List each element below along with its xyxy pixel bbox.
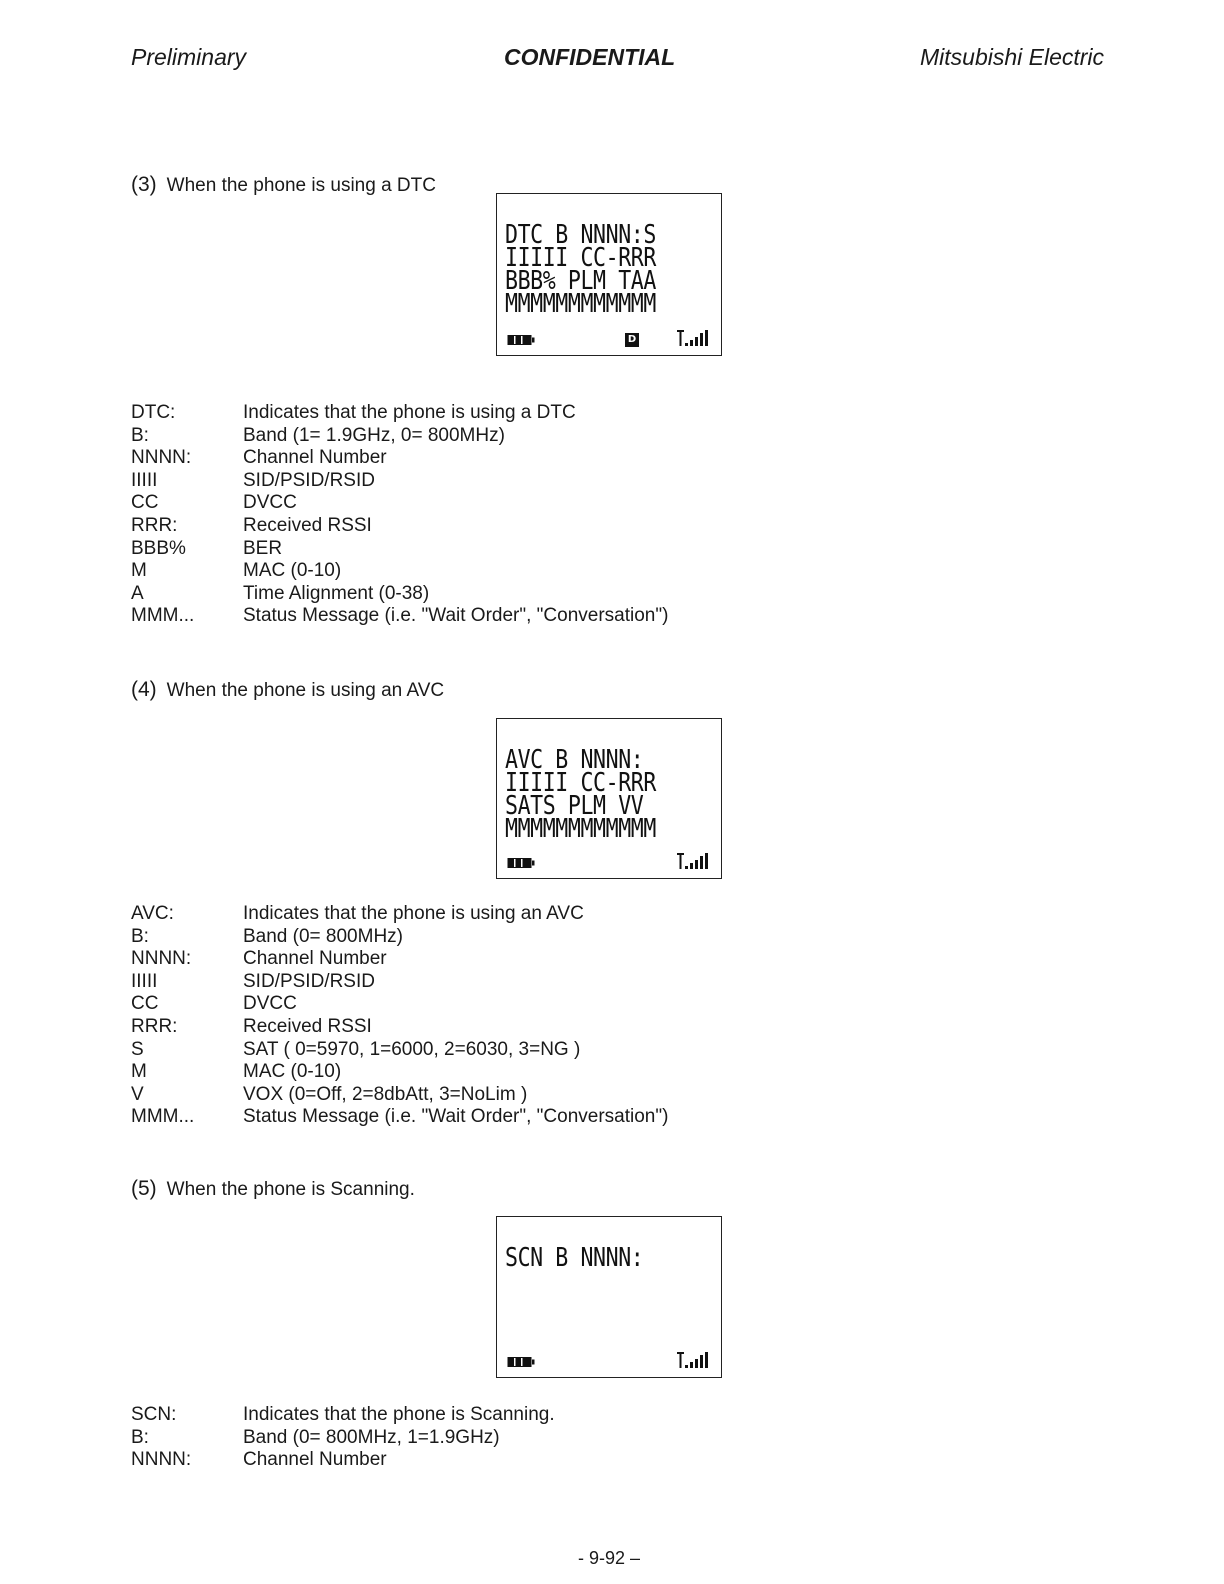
definition-term: IIIII bbox=[131, 970, 158, 992]
definition-row bbox=[131, 560, 668, 583]
definition-term: B: bbox=[131, 424, 149, 446]
definition-row bbox=[131, 926, 668, 949]
definition-list-dtc bbox=[131, 402, 668, 628]
lcd-display-dtc bbox=[496, 193, 722, 356]
definition-term: NNNN: bbox=[131, 447, 192, 469]
definition-term: MMM... bbox=[131, 605, 195, 627]
definition-row bbox=[131, 492, 668, 515]
definition-row bbox=[131, 993, 668, 1016]
definition-row bbox=[131, 948, 668, 971]
lcd-line: MMMMMMMMMMMM bbox=[505, 289, 656, 319]
lcd-line: SCN B NNNN: bbox=[505, 1243, 644, 1273]
lcd-line: BBB% PLM TAA bbox=[505, 266, 656, 296]
lcd-line: IIIII CC-RRR bbox=[505, 243, 656, 273]
definition-desc: MAC (0-10) bbox=[243, 560, 342, 582]
definition-desc: Band (0= 800MHz, 1=1.9GHz) bbox=[243, 1426, 500, 1448]
lcd-line: IIIII CC-RRR bbox=[505, 768, 656, 798]
definition-term: BBB% bbox=[131, 537, 186, 559]
definition-desc: Indicates that the phone is using an AVC bbox=[243, 903, 584, 924]
definition-row bbox=[131, 1039, 668, 1062]
definition-term: NNNN: bbox=[131, 948, 192, 970]
signal-strength-icon bbox=[677, 852, 711, 870]
definition-desc: DVCC bbox=[243, 993, 297, 1015]
definition-list-scanning bbox=[131, 1404, 555, 1472]
definition-term: M bbox=[131, 1061, 147, 1083]
definition-desc: MAC (0-10) bbox=[243, 1061, 342, 1083]
definition-desc: Channel Number bbox=[243, 447, 387, 469]
definition-desc: SID/PSID/RSID bbox=[243, 970, 375, 992]
section-title-dtc bbox=[131, 173, 436, 197]
lcd-display-scanning bbox=[496, 1216, 722, 1378]
definition-row bbox=[131, 1106, 668, 1129]
header-preliminary: Preliminary bbox=[131, 44, 247, 70]
section-number: (3) bbox=[131, 173, 157, 196]
definition-term: M bbox=[131, 560, 147, 582]
header-confidential: CONFIDENTIAL bbox=[504, 44, 676, 70]
definition-term: CC bbox=[131, 492, 159, 514]
definition-desc: Channel Number bbox=[243, 1449, 387, 1471]
signal-strength-icon bbox=[677, 1351, 711, 1369]
section-number: (5) bbox=[131, 1177, 157, 1200]
lcd-line: MMMMMMMMMMMM bbox=[505, 814, 656, 844]
header-company: Mitsubishi Electric bbox=[920, 44, 1105, 70]
definition-row bbox=[131, 447, 668, 470]
page-number: - 9-92 – bbox=[578, 1548, 641, 1568]
definition-row bbox=[131, 515, 668, 538]
lcd-line: AVC B NNNN: bbox=[505, 745, 644, 775]
battery-icon bbox=[507, 857, 535, 869]
section-heading: When the phone is Scanning. bbox=[166, 1179, 415, 1200]
definition-row bbox=[131, 1427, 555, 1450]
section-heading: When the phone is using an AVC bbox=[166, 680, 445, 701]
definition-row bbox=[131, 1016, 668, 1039]
definition-row bbox=[131, 1061, 668, 1084]
definition-term: DTC: bbox=[131, 402, 176, 423]
definition-desc: BER bbox=[243, 537, 283, 559]
definition-desc: Received RSSI bbox=[243, 1015, 372, 1037]
definition-desc: Band (1= 1.9GHz, 0= 800MHz) bbox=[243, 424, 505, 446]
definition-row bbox=[131, 583, 668, 606]
battery-icon bbox=[507, 1356, 535, 1368]
definition-desc: Time Alignment (0-38) bbox=[243, 582, 430, 604]
definition-desc: Indicates that the phone is Scanning. bbox=[243, 1404, 555, 1425]
definition-desc: Status Message (i.e. "Wait Order", "Conversation") bbox=[243, 605, 669, 627]
definition-desc: Indicates that the phone is using a DTC bbox=[243, 402, 576, 423]
definition-term: CC bbox=[131, 993, 159, 1015]
definition-desc: SAT ( 0=5970, 1=6000, 2=6030, 3=NG ) bbox=[243, 1038, 581, 1060]
definition-row bbox=[131, 903, 668, 926]
definition-row bbox=[131, 470, 668, 493]
lcd-line: DTC B NNNN:S bbox=[505, 220, 656, 250]
definition-term: NNNN: bbox=[131, 1449, 192, 1471]
definition-term: A bbox=[131, 582, 144, 604]
definition-term: B: bbox=[131, 1426, 149, 1448]
section-title-avc bbox=[131, 678, 444, 702]
definition-desc: DVCC bbox=[243, 492, 297, 514]
definition-desc: Band (0= 800MHz) bbox=[243, 925, 403, 947]
section-number: (4) bbox=[131, 678, 157, 701]
definition-term: V bbox=[131, 1083, 144, 1105]
definition-term: RRR: bbox=[131, 514, 178, 536]
definition-row bbox=[131, 402, 668, 425]
definition-desc: Received RSSI bbox=[243, 514, 372, 536]
definition-desc: SID/PSID/RSID bbox=[243, 469, 375, 491]
definition-row bbox=[131, 425, 668, 448]
definition-row bbox=[131, 605, 668, 628]
section-heading: When the phone is using a DTC bbox=[166, 175, 436, 196]
definition-term: MMM... bbox=[131, 1106, 195, 1128]
definition-desc: Channel Number bbox=[243, 948, 387, 970]
definition-row bbox=[131, 1084, 668, 1107]
definition-term: S bbox=[131, 1038, 144, 1060]
signal-strength-icon bbox=[677, 329, 711, 347]
definition-term: B: bbox=[131, 925, 149, 947]
battery-icon bbox=[507, 334, 535, 346]
lcd-display-avc bbox=[496, 718, 722, 879]
definition-term: IIIII bbox=[131, 469, 158, 491]
section-title-scanning bbox=[131, 1177, 415, 1201]
definition-term: SCN: bbox=[131, 1404, 177, 1425]
definition-desc: VOX (0=Off, 2=8dbAtt, 3=NoLim ) bbox=[243, 1083, 528, 1105]
lcd-line: SATS PLM VV bbox=[505, 791, 644, 821]
definition-term: AVC: bbox=[131, 903, 174, 924]
definition-row bbox=[131, 1449, 555, 1472]
definition-list-avc bbox=[131, 903, 668, 1129]
digital-mode-icon: D bbox=[625, 333, 639, 347]
definition-term: RRR: bbox=[131, 1015, 178, 1037]
definition-row bbox=[131, 538, 668, 561]
definition-desc: Status Message (i.e. "Wait Order", "Conversation") bbox=[243, 1106, 669, 1128]
definition-row bbox=[131, 971, 668, 994]
definition-row bbox=[131, 1404, 555, 1427]
